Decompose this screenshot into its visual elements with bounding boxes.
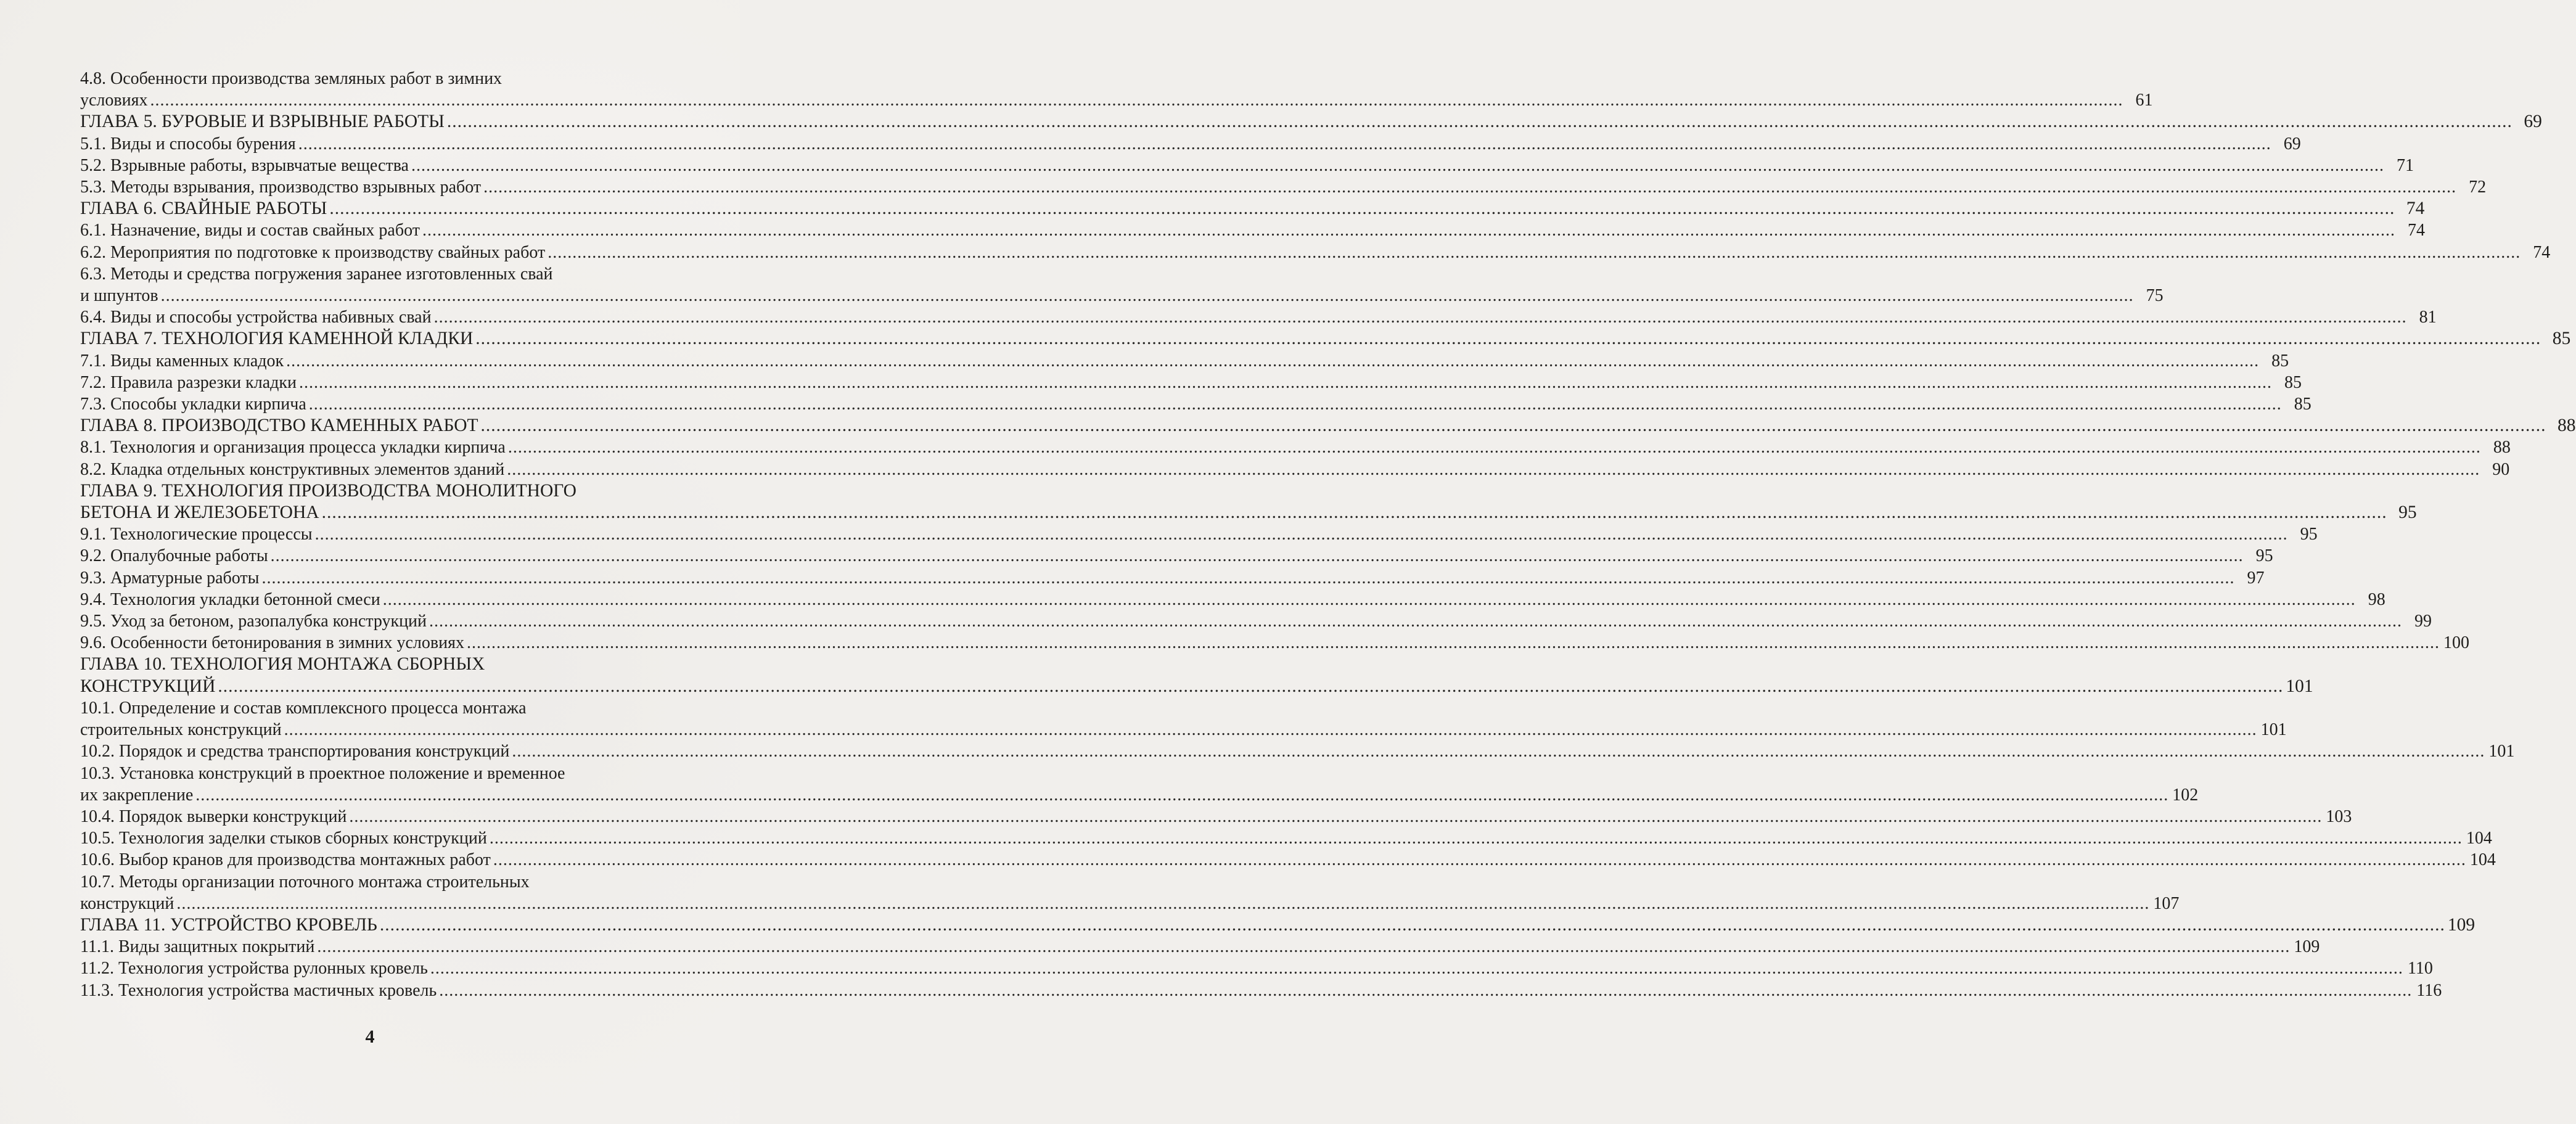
dot-leader: ................................................................................................................................................................................................................................................................................................................................................................................................................ (286, 351, 2260, 371)
toc-page-number: 95 (2255, 546, 2273, 566)
toc-entry-title: КОНСТРУКЦИЙ (80, 676, 216, 696)
dot-leader: ................................................................................................................................................................................................................................................................................................................................................................................................................ (349, 806, 2323, 826)
toc-entry-title-line: ГЛАВА 10. ТЕХНОЛОГИЯ МОНТАЖА СБОРНЫХ (80, 654, 485, 675)
toc-entry-title: 9.4. Технология укладки бетонной смеси (80, 589, 380, 609)
toc-entry-title: 5.2. Взрывные работы, взрывчатые вещества (80, 155, 409, 175)
toc-entry-title: 10.5. Технология заделки стыков сборных конструкций (80, 829, 487, 848)
toc-page-number: 85 (2552, 329, 2571, 349)
toc-page-number: 85 (2271, 351, 2289, 371)
toc-entry-title: 10.2. Порядок и средства транспортирования конструкций (80, 742, 510, 761)
toc-page-number: 104 (2466, 829, 2492, 848)
toc-page-number: 101 (2286, 676, 2313, 696)
toc-page-number: 95 (2300, 525, 2318, 544)
dot-leader: ................................................................................................................................................................................................................................................................................................................................................................................................................ (493, 850, 2466, 870)
toc-entry-title: конструкций (80, 893, 174, 913)
toc-section-entry (80, 155, 2414, 176)
toc-page-number: 116 (2416, 980, 2442, 1000)
toc-entry-title: 5.1. Виды и способы бурения (80, 134, 296, 154)
toc-page-number: 85 (2294, 395, 2311, 414)
toc-page-number: 100 (2443, 633, 2469, 653)
dot-leader: ................................................................................................................................................................................................................................................................................................................................................................................................................ (321, 503, 2387, 523)
toc-section-entry (80, 545, 2273, 567)
toc-page-number: 101 (2488, 742, 2515, 761)
toc-page-number: 109 (2447, 914, 2476, 935)
dot-leader: ................................................................................................................................................................................................................................................................................................................................................................................................................ (329, 199, 2395, 219)
toc-page-number: 99 (2414, 612, 2432, 631)
dot-leader: ................................................................................................................................................................................................................................................................................................................................................................................................................ (284, 720, 2257, 740)
dot-leader: ................................................................................................................................................................................................................................................................................................................................................................................................................ (379, 914, 2445, 935)
toc-page-number: 107 (2153, 893, 2180, 913)
table-of-contents (80, 68, 2576, 1001)
toc-page-number: 101 (2260, 720, 2287, 740)
toc-page-number: 97 (2247, 568, 2265, 588)
toc-section-entry (80, 806, 2352, 827)
dot-leader: ................................................................................................................................................................................................................................................................................................................................................................................................................ (218, 676, 2284, 696)
dot-leader: ................................................................................................................................................................................................................................................................................................................................................................................................................ (270, 546, 2244, 566)
toc-page-number: 71 (2396, 155, 2414, 175)
toc-entry-title: 11.2. Технология устройства рулонных кровель (80, 959, 428, 978)
toc-entry-title: ГЛАВА 7. ТЕХНОЛОГИЯ КАМЕННОЙ КЛАДКИ (80, 329, 474, 349)
toc-entry-title: 11.3. Технология устройства мастичных кровель (80, 980, 437, 1000)
toc-section-entry (80, 632, 2469, 654)
page-number: 4 (365, 1027, 375, 1047)
toc-section-entry (80, 589, 2385, 610)
toc-entry-title: БЕТОНА И ЖЕЛЕЗОБЕТОНА (80, 503, 319, 523)
toc-page-number: 85 (2284, 372, 2302, 392)
dot-leader: ................................................................................................................................................................................................................................................................................................................................................................................................................ (512, 742, 2485, 761)
toc-section-entry (80, 263, 2164, 306)
toc-page-number: 90 (2492, 459, 2510, 479)
dot-leader: ................................................................................................................................................................................................................................................................................................................................................................................................................ (176, 893, 2150, 913)
toc-section-entry (80, 393, 2311, 415)
toc-entry-title: ГЛАВА 11. УСТРОЙСТВО КРОВЕЛЬ (80, 914, 377, 935)
toc-section-entry (80, 176, 2487, 198)
dot-leader: ................................................................................................................................................................................................................................................................................................................................................................................................................ (480, 416, 2546, 436)
toc-chapter-entry (80, 654, 2313, 697)
toc-entry-title: 11.1. Виды защитных покрытий (80, 937, 315, 957)
toc-chapter-entry (80, 480, 2417, 523)
toc-section-entry (80, 133, 2301, 155)
toc-page-number: 74 (2406, 199, 2425, 219)
dot-leader: ................................................................................................................................................................................................................................................................................................................................................................................................................ (308, 395, 2282, 414)
toc-entry-title: 6.2. Мероприятия по подготовке к производству свайных работ (80, 242, 546, 262)
toc-section-entry (80, 242, 2551, 263)
toc-section-entry (80, 610, 2432, 632)
dot-leader: ................................................................................................................................................................................................................................................................................................................................................................................................................ (298, 134, 2271, 154)
toc-entry-title-line: ГЛАВА 9. ТЕХНОЛОГИЯ ПРОИЗВОДСТВА МОНОЛИТНОГО (80, 480, 576, 501)
toc-entry-title: 10.4. Порядок выверки конструкций (80, 806, 347, 826)
toc-section-entry (80, 697, 2287, 740)
toc-section-entry (80, 459, 2510, 480)
toc-entry-title: 8.1. Технология и организация процесса укладки кирпича (80, 438, 506, 457)
toc-section-entry (80, 980, 2442, 1001)
toc-entry-title: и шпунтов (80, 286, 158, 306)
toc-section-entry (80, 350, 2289, 372)
toc-entry-title: 6.4. Виды и способы устройства набивных свай (80, 308, 432, 327)
toc-entry-title: 9.1. Технологические процессы (80, 525, 313, 544)
dot-leader: ................................................................................................................................................................................................................................................................................................................................................................................................................ (430, 959, 2403, 978)
toc-page-number: 69 (2283, 134, 2301, 154)
dot-leader: ................................................................................................................................................................................................................................................................................................................................................................................................................ (466, 633, 2440, 653)
dot-leader: ................................................................................................................................................................................................................................................................................................................................................................................................................ (439, 980, 2413, 1000)
toc-chapter-entry (80, 111, 2542, 133)
dot-leader: ................................................................................................................................................................................................................................................................................................................................................................................................................ (411, 155, 2384, 175)
toc-entry-title-line: 10.3. Установка конструкций в проектное положение и временное (80, 763, 565, 783)
dot-leader: ................................................................................................................................................................................................................................................................................................................................................................................................................ (314, 525, 2288, 544)
dot-leader: ................................................................................................................................................................................................................................................................................................................................................................................................................ (160, 286, 2134, 306)
toc-entry-title: строительных конструкций (80, 720, 282, 740)
toc-chapter-entry (80, 198, 2425, 219)
toc-entry-title: ГЛАВА 8. ПРОИЗВОДСТВО КАМЕННЫХ РАБОТ (80, 416, 478, 436)
toc-section-entry (80, 567, 2265, 589)
toc-entry-title: 7.1. Виды каменных кладок (80, 351, 284, 371)
toc-section-entry (80, 219, 2425, 241)
toc-entry-title-line: 10.7. Методы организации поточного монтажа строительных (80, 872, 530, 892)
dot-leader: ................................................................................................................................................................................................................................................................................................................................................................................................................ (483, 178, 2457, 197)
toc-entry-title-line: 6.3. Методы и средства погружения заранее изготовленных свай (80, 264, 553, 284)
dot-leader: ................................................................................................................................................................................................................................................................................................................................................................................................................ (195, 785, 2169, 805)
toc-page-number: 109 (2294, 937, 2320, 957)
toc-section-entry (80, 523, 2318, 545)
toc-entry-title: 7.3. Способы укладки кирпича (80, 395, 306, 414)
toc-page-number: 104 (2469, 850, 2496, 870)
toc-entry-title: 9.5. Уход за бетоном, разопалубка конструкций (80, 612, 427, 631)
dot-leader: ................................................................................................................................................................................................................................................................................................................................................................................................................ (446, 112, 2512, 132)
dot-leader: ................................................................................................................................................................................................................................................................................................................................................................................................................ (507, 438, 2481, 457)
toc-section-entry (80, 871, 2180, 914)
dot-leader: ................................................................................................................................................................................................................................................................................................................................................................................................................ (261, 568, 2235, 588)
toc-section-entry (80, 68, 2153, 111)
dot-leader: ................................................................................................................................................................................................................................................................................................................................................................................................................ (433, 308, 2407, 327)
toc-section-entry (80, 372, 2302, 393)
toc-page-number: 88 (2558, 416, 2576, 436)
toc-page-number: 74 (2533, 242, 2551, 262)
toc-page-number: 81 (2419, 308, 2437, 327)
toc-entry-title: условиях (80, 91, 148, 110)
toc-page-number: 74 (2407, 221, 2425, 240)
toc-entry-title: 7.2. Правила разрезки кладки (80, 372, 297, 392)
toc-page-number: 110 (2407, 959, 2433, 978)
toc-section-entry (80, 437, 2511, 458)
dot-leader: ................................................................................................................................................................................................................................................................................................................................................................................................................ (489, 829, 2463, 848)
dot-leader: ................................................................................................................................................................................................................................................................................................................................................................................................................ (507, 459, 2480, 479)
toc-section-entry (80, 827, 2492, 849)
toc-section-entry (80, 306, 2437, 328)
toc-section-entry (80, 849, 2496, 871)
dot-leader: ................................................................................................................................................................................................................................................................................................................................................................................................................ (475, 329, 2541, 349)
toc-page-number: 61 (2135, 91, 2153, 110)
toc-chapter-entry (80, 914, 2476, 936)
dot-leader: ................................................................................................................................................................................................................................................................................................................................................................................................................ (548, 242, 2521, 262)
toc-section-entry (80, 763, 2199, 806)
toc-section-entry (80, 936, 2320, 958)
toc-entry-title: их закрепление (80, 785, 194, 805)
toc-entry-title: 9.2. Опалубочные работы (80, 546, 268, 566)
toc-entry-title: 6.1. Назначение, виды и состав свайных работ (80, 221, 420, 240)
toc-page-number: 69 (2524, 112, 2542, 132)
dot-leader: ................................................................................................................................................................................................................................................................................................................................................................................................................ (317, 937, 2291, 957)
toc-entry-title: 9.3. Арматурные работы (80, 568, 260, 588)
dot-leader: ................................................................................................................................................................................................................................................................................................................................................................................................................ (422, 221, 2395, 240)
toc-section-entry (80, 740, 2515, 762)
toc-page-number: 75 (2146, 286, 2164, 306)
toc-page-number: 72 (2469, 178, 2487, 197)
toc-page-number: 98 (2368, 589, 2385, 609)
dot-leader: ................................................................................................................................................................................................................................................................................................................................................................................................................ (299, 372, 2272, 392)
toc-section-entry (80, 958, 2433, 979)
toc-entry-title: 5.3. Методы взрывания, производство взрывных работ (80, 178, 482, 197)
toc-chapter-entry (80, 328, 2571, 350)
toc-page-number: 103 (2326, 806, 2352, 826)
toc-entry-title: 8.2. Кладка отдельных конструктивных элементов зданий (80, 459, 505, 479)
toc-entry-title: 10.6. Выбор кранов для производства монтажных работ (80, 850, 491, 870)
dot-leader: ................................................................................................................................................................................................................................................................................................................................................................................................................ (429, 612, 2403, 631)
dot-leader: ................................................................................................................................................................................................................................................................................................................................................................................................................ (150, 91, 2123, 110)
toc-page-number: 95 (2398, 503, 2417, 523)
toc-entry-title: 9.6. Особенности бетонирования в зимних условиях (80, 633, 464, 653)
toc-page-number: 88 (2493, 438, 2511, 457)
toc-entry-title: ГЛАВА 5. БУРОВЫЕ И ВЗРЫВНЫЕ РАБОТЫ (80, 112, 445, 132)
toc-page-number: 102 (2172, 785, 2199, 805)
toc-chapter-entry (80, 415, 2576, 437)
toc-entry-title-line: 10.1. Определение и состав комплексного процесса монтажа (80, 698, 527, 718)
dot-leader: ................................................................................................................................................................................................................................................................................................................................................................................................................ (382, 589, 2356, 609)
toc-entry-title: ГЛАВА 6. СВАЙНЫЕ РАБОТЫ (80, 199, 327, 219)
toc-entry-title-line: 4.8. Особенности производства земляных работ в зимних (80, 69, 502, 88)
